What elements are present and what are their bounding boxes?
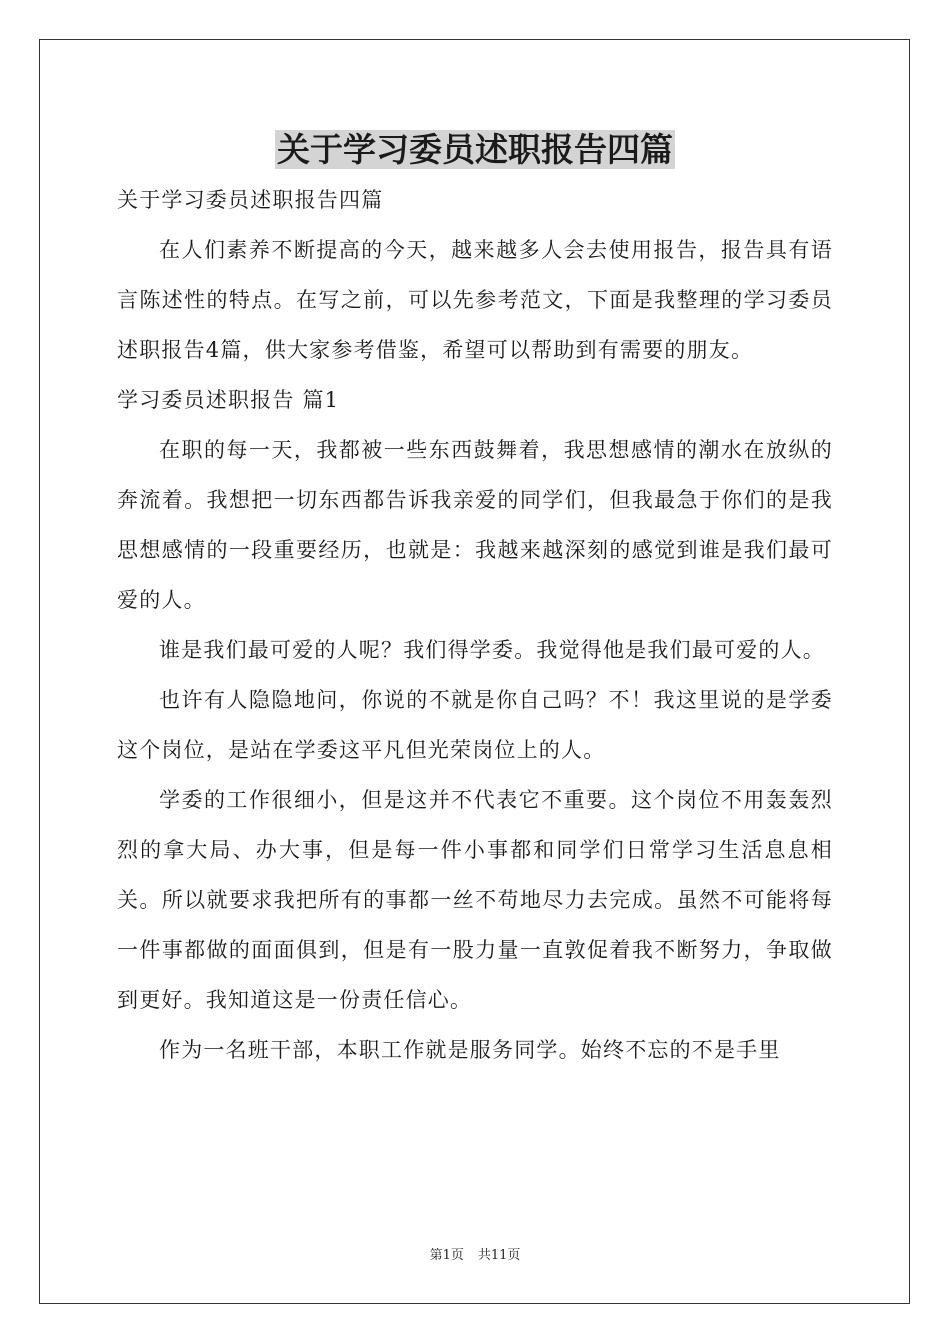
body-paragraph: 学委的工作很细小，但是这并不代表它不重要。这个岗位不用轰轰烈烈的拿大局、办大事，但是每一件小事都和同学们日常学习生活息息相关。所以就要求我把所有的事都一丝不苟地尽力去完成。虽然不可能将每一件事都做的面面俱到，但是有一股力量一直敦促着我不断努力，争取做到更好。我知道这是一份责任信心。 <box>117 788 833 1012</box>
body-paragraph: 在职的每一天，我都被一些东西鼓舞着，我思想感情的潮水在放纵的奔流着。我想把一切东西都告诉我亲爱的同学们，但我最急于你们的是我思想感情的一段重要经历，也就是：我越来越深刻的感觉到谁是我们最可爱的人。 <box>117 438 833 612</box>
page-footer <box>0 1247 950 1265</box>
document-title-text: 关于学习委员述职报告四篇 <box>277 130 673 169</box>
document-body <box>117 175 833 1075</box>
intro-paragraph: 在人们素养不断提高的今天，越来越多人会去使用报告，报告具有语言陈述性的特点。在写之前，可以先参考范文，下面是我整理的学习委员述职报告4篇，供大家参考借鉴，希望可以帮助到有需要的朋友。 <box>117 238 833 362</box>
section-heading: 学习委员述职报告 篇1 <box>117 388 340 412</box>
document-title <box>0 128 950 172</box>
page-number: 第1页 <box>429 1248 464 1263</box>
body-paragraph: 也许有人隐隐地问，你说的不就是你自己吗？不！我这里说的是学委这个岗位，是站在学委这平凡但光荣岗位上的人。 <box>117 688 833 762</box>
document-subtitle: 关于学习委员述职报告四篇 <box>117 188 384 212</box>
body-paragraph: 作为一名班干部，本职工作就是服务同学。始终不忘的不是手里 <box>159 1038 781 1062</box>
page-total: 共11页 <box>477 1248 521 1263</box>
body-paragraph: 谁是我们最可爱的人呢？我们得学委。我觉得他是我们最可爱的人。 <box>159 638 825 662</box>
